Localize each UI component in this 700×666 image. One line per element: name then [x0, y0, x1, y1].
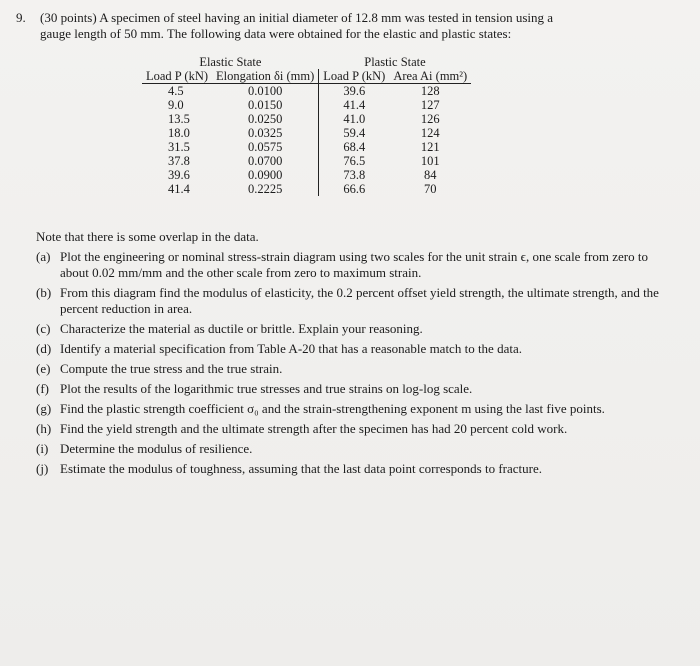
question-letter: (d) [36, 341, 52, 356]
question-item [36, 421, 661, 437]
table-cell: 31.5 [168, 140, 190, 154]
table-row [142, 126, 471, 140]
question-text: Characterize the material as ductile or brittle. Explain your reasoning. [60, 321, 423, 336]
table-cell: 0.2225 [247, 182, 283, 196]
table-cell: 76.5 [319, 154, 390, 168]
question-item [36, 401, 661, 417]
table-row [142, 84, 471, 99]
table-row [142, 112, 471, 126]
table-cell: 68.4 [319, 140, 390, 154]
question-text: Estimate the modulus of toughness, assuming that the last data point corresponds to fracture. [60, 461, 542, 476]
column-header: Load P (kN) [319, 69, 390, 84]
question-text: Find the yield strength and the ultimate strength after the specimen has had 20 percent cold work. [60, 421, 568, 436]
data-table [142, 55, 471, 196]
table-cell: 127 [420, 98, 440, 112]
problem-number: 9. [16, 10, 26, 25]
problem-line-2: gauge length of 50 mm. The following data were obtained for the elastic and plastic states: [40, 26, 512, 41]
table-cell: 0.0325 [247, 126, 283, 140]
column-header: Load P (kN) [142, 69, 212, 84]
table-cell: 37.8 [168, 154, 190, 168]
question-item [36, 249, 661, 281]
question-letter: (b) [36, 285, 52, 300]
table-cell: 128 [420, 84, 440, 98]
table-cell: 84 [424, 168, 437, 182]
table-cell: 13.5 [168, 112, 190, 126]
table-row [142, 182, 471, 196]
question-item [36, 321, 661, 337]
question-text: Determine the modulus of resilience. [60, 441, 253, 456]
table-cell: 0.0150 [247, 98, 283, 112]
table-cell: 39.6 [319, 84, 390, 99]
question-letter: (c) [36, 321, 51, 336]
question-list [36, 249, 661, 481]
question-item [36, 285, 661, 317]
question-text: Plot the engineering or nominal stress-strain diagram using two scales for the unit strain ϵ, one scale from zero to about 0.02 mm/mm and the other scale from zero to maximum strain. [60, 249, 648, 280]
problem-statement [16, 10, 676, 42]
table-cell: 4.5 [168, 84, 184, 98]
question-item [36, 461, 661, 477]
question-letter: (j) [36, 461, 49, 476]
table-cell: 126 [420, 112, 440, 126]
table-cell: 0.0575 [247, 140, 283, 154]
table-cell: 0.0900 [247, 168, 283, 182]
table-cell: 59.4 [319, 126, 390, 140]
question-text: Identify a material specification from Table A-20 that has a reasonable match to the data. [60, 341, 522, 356]
table-row [142, 168, 471, 182]
elastic-state-header: Elastic State [199, 55, 262, 69]
question-text: Compute the true stress and the true strain. [60, 361, 283, 376]
question-text: Find the plastic strength coefficient σ₀ and the strain-strengthening exponent m using the last five points. [60, 401, 605, 416]
question-letter: (e) [36, 361, 51, 376]
table-cell: 39.6 [168, 168, 190, 182]
table-row [142, 154, 471, 168]
question-letter: (f) [36, 381, 49, 396]
table-cell: 41.0 [319, 112, 390, 126]
table-cell: 70 [424, 182, 437, 196]
question-item [36, 341, 661, 357]
question-text: From this diagram find the modulus of elasticity, the 0.2 percent offset yield strength, the ultimate strength, and the percent reduction in area. [60, 285, 659, 316]
table-cell: 121 [420, 140, 440, 154]
column-header: Area Ai (mm²) [389, 69, 471, 84]
table-cell: 18.0 [168, 126, 190, 140]
question-item [36, 441, 661, 457]
table-cell: 73.8 [319, 168, 390, 182]
question-letter: (a) [36, 249, 51, 264]
question-item [36, 361, 661, 377]
question-letter: (g) [36, 401, 52, 416]
table-cell: 101 [420, 154, 440, 168]
question-letter: (h) [36, 421, 52, 436]
overlap-note: Note that there is some overlap in the data. [36, 229, 259, 244]
table-row [142, 98, 471, 112]
table-cell: 124 [420, 126, 440, 140]
question-item [36, 381, 661, 397]
table-row [142, 140, 471, 154]
table-cell: 66.6 [319, 182, 390, 196]
question-text: Plot the results of the logarithmic true stresses and true strains on log-log scale. [60, 381, 473, 396]
plastic-state-header: Plastic State [364, 55, 426, 69]
question-letter: (i) [36, 441, 49, 456]
table-cell: 41.4 [168, 182, 190, 196]
problem-line-1: (30 points) A specimen of steel having an initial diameter of 12.8 mm was tested in tension using a [40, 10, 554, 25]
table-cell: 9.0 [168, 98, 184, 112]
column-header: Elongation δi (mm) [212, 69, 319, 84]
table-cell: 0.0700 [247, 154, 283, 168]
table-cell: 41.4 [319, 98, 390, 112]
table-cell: 0.0100 [247, 84, 283, 98]
table-cell: 0.0250 [247, 112, 283, 126]
